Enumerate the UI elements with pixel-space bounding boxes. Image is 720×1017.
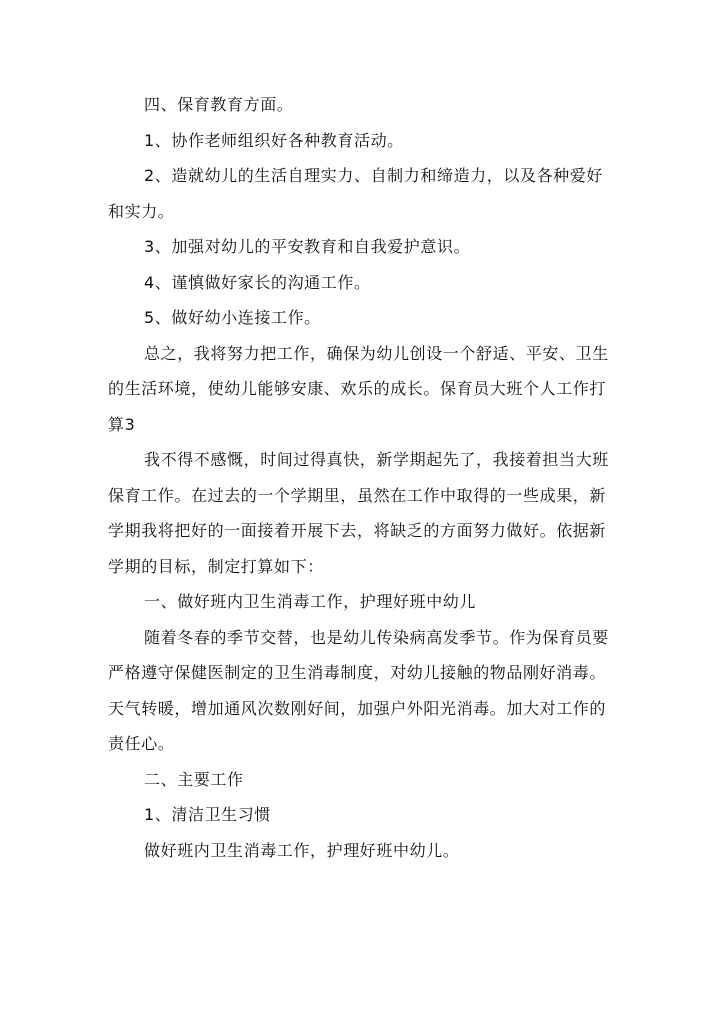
intro-paragraph-line-3: 学期我将把好的一面接着开展下去，将缺乏的方面努力做好。依据新 xyxy=(108,521,607,540)
hygiene-paragraph-line-2: 严格遵守保健医制定的卫生消毒制度，对幼儿接触的物品刚好消毒。 xyxy=(108,663,607,682)
intro-paragraph-line-1: 我不得不感慨，时间过得真快，新学期起先了，我接着担当大班 xyxy=(144,450,609,469)
list-item-1: 1、协作老师组织好各种教育活动。 xyxy=(144,130,404,150)
list-item-4: 4、谨慎做好家长的沟通工作。 xyxy=(144,272,371,292)
intro-paragraph-line-2: 保育工作。在过去的一个学期里，虽然在工作中取得的一些成果，新 xyxy=(108,485,607,505)
summary-paragraph-line-1: 总之，我将努力把工作，确保为幼儿创设一个舒适、平安、卫生 xyxy=(144,343,609,363)
list-item-2-line-1: 2、造就幼儿的生活自理实力、自制力和缔造力，以及各种爱好 xyxy=(144,166,603,185)
document-body xyxy=(108,87,618,868)
section-heading-hygiene: 一、做好班内卫生消毒工作，护理好班中幼儿 xyxy=(144,592,477,611)
section-heading-main-work: 二、主要工作 xyxy=(144,769,244,789)
subsection-heading-cleaning-habits: 1、清洁卫生习惯 xyxy=(144,805,271,824)
hygiene-paragraph-line-1: 随着冬春的季节交替，也是幼儿传染病高发季节。作为保育员要 xyxy=(144,627,609,647)
hygiene-paragraph-line-3: 天气转暖，增加通风次数刚好间，加强户外阳光消毒。加大对工作的 xyxy=(108,698,607,718)
summary-paragraph-line-2: 的生活环境，使幼儿能够安康、欢乐的成长。保育员大班个人工作打 xyxy=(108,379,607,398)
list-item-5: 5、做好幼小连接工作。 xyxy=(144,308,321,327)
hygiene-paragraph-line-4: 责任心。 xyxy=(108,734,175,753)
cleaning-paragraph: 做好班内卫生消毒工作，护理好班中幼儿。 xyxy=(144,840,460,860)
section-heading-education: 四、保育教育方面。 xyxy=(144,95,294,114)
list-item-2-line-2: 和实力。 xyxy=(108,201,175,221)
summary-paragraph-line-3: 算3 xyxy=(108,414,136,434)
list-item-3: 3、加强对幼儿的平安教育和自我爱护意识。 xyxy=(144,237,471,256)
intro-paragraph-line-4: 学期的目标，制定打算如下： xyxy=(108,556,324,576)
